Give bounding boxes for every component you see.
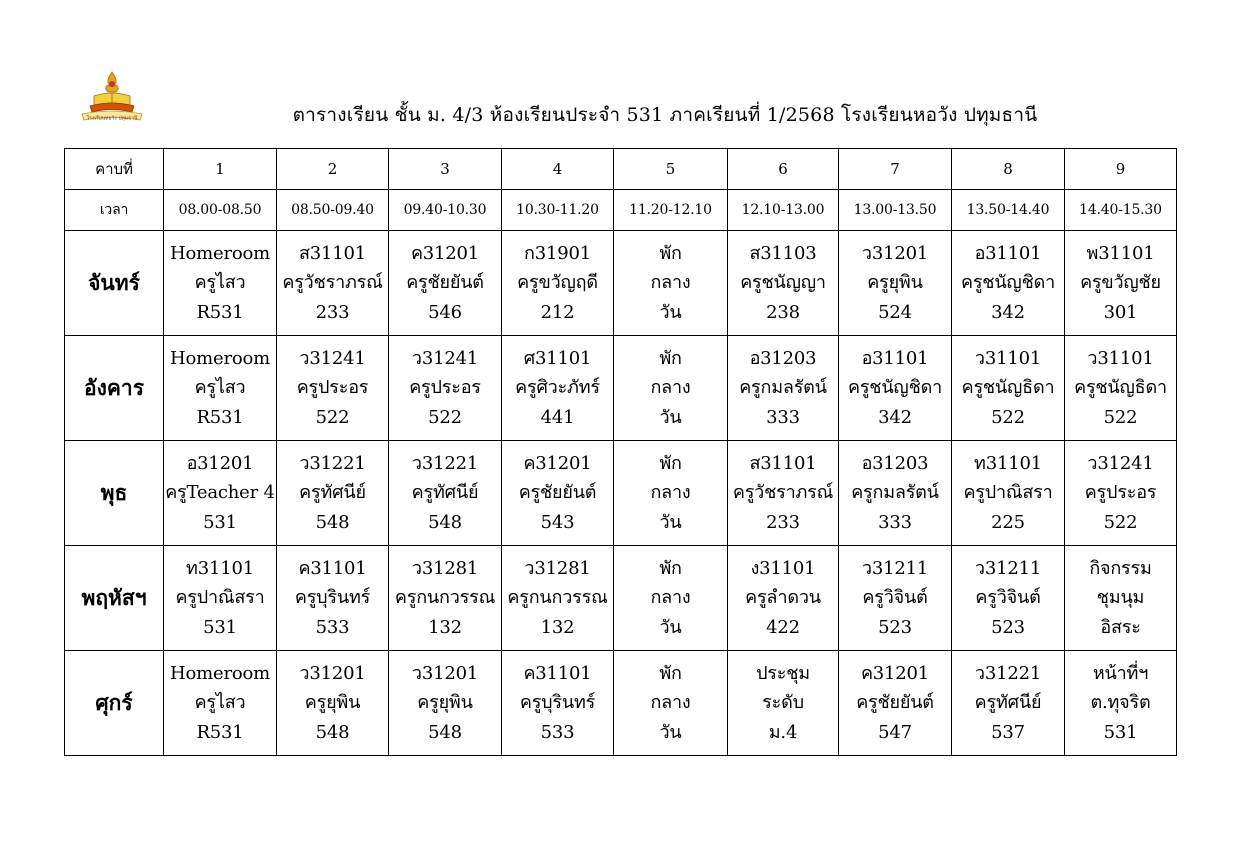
room-number: วัน [659,616,682,638]
teacher-name: กลาง [650,272,691,294]
teacher-name: ครูทัศนีย์ [411,482,479,504]
period-number: 5 [614,149,728,190]
teacher-name: ครูกนกวรรณ [394,587,496,609]
class-cell [277,546,389,651]
subject-code: พัก [659,557,682,579]
subject-code: Homeroom [169,347,270,369]
room-number: 522 [315,406,350,428]
teacher-name: กลาง [650,377,691,399]
room-number: 441 [540,406,575,428]
subject-code: ว31241 [299,347,366,369]
subject-code: ค31101 [298,557,367,579]
room-number: 522 [428,406,462,428]
class-cell [502,231,614,336]
teacher-name: ครูTeacher 4 [165,482,275,504]
room-number: 524 [878,301,912,323]
teacher-name: ครูชัยยันต์ [406,272,484,294]
teacher-name: ครูชนัญญา [740,272,826,294]
day-row [65,546,1177,651]
subject-code: อ31203 [749,347,817,369]
period-header-row [65,149,1177,190]
teacher-name: ครูประอร [296,377,369,399]
room-number: 548 [428,721,462,743]
time-label: เวลา [65,190,164,231]
room-number: 533 [315,616,350,638]
room-number: 547 [878,721,912,743]
teacher-name: ครูชนัญธิดา [961,377,1055,399]
class-cell [502,546,614,651]
subject-code: หน้าที่ฯ [1092,662,1149,684]
class-cell [164,546,277,651]
class-cell [389,546,502,651]
room-number: 531 [203,511,237,533]
subject-code: ว31201 [411,662,479,684]
class-cell [389,651,502,756]
subject-code: ก31901 [524,242,591,264]
class-cell [1065,231,1177,336]
teacher-name: ระดับ [762,692,804,714]
teacher-name: ครูชัยยันต์ [518,482,597,504]
subject-code: ว31201 [299,662,366,684]
class-cell [1065,336,1177,441]
room-number: 422 [766,616,800,638]
room-number: 212 [540,301,575,323]
room-number: 342 [991,301,1025,323]
class-cell [164,336,277,441]
room-number: 132 [540,616,575,638]
class-cell [614,546,728,651]
subject-code: ประชุม [756,662,810,684]
period-number: 2 [277,149,389,190]
period-number: 7 [839,149,952,190]
subject-code: ว31201 [861,242,929,264]
teacher-name: กลาง [650,482,691,504]
room-number: 522 [1103,511,1138,533]
teacher-name: ครูทัศนีย์ [299,482,366,504]
room-number: วัน [659,406,682,428]
subject-code: ว31241 [411,347,479,369]
subject-code: พัก [659,452,682,474]
subject-code: ว31221 [299,452,366,474]
period-time: 09.40-10.30 [389,190,502,231]
timetable [64,148,1177,756]
class-cell [502,651,614,756]
period-time: 10.30-11.20 [502,190,614,231]
class-cell [728,441,839,546]
room-number: 333 [766,406,800,428]
subject-code: อ31101 [861,347,929,369]
day-name: อังคาร [65,336,164,441]
subject-code: ค31201 [410,242,480,264]
teacher-name: ครูวัชราภรณ์ [282,272,383,294]
subject-code: ค31201 [523,452,592,474]
teacher-name: ครูขวัญชัย [1080,272,1161,294]
room-number: 233 [766,511,800,533]
room-number: 548 [315,721,350,743]
room-number: 132 [428,616,462,638]
class-cell [277,231,389,336]
day-row [65,441,1177,546]
class-cell [952,441,1065,546]
room-number: 522 [991,406,1025,428]
teacher-name: ครูวัชราภรณ์ [732,482,834,504]
subject-code: พัก [659,662,682,684]
teacher-name: ต.ทุจริต [1090,692,1151,714]
room-number: วัน [659,511,682,533]
day-name: ศุกร์ [65,651,164,756]
class-cell [389,441,502,546]
class-cell [614,336,728,441]
teacher-name: ครูไสว [194,377,246,399]
room-number: อิสระ [1100,616,1141,638]
room-number: 531 [1103,721,1138,743]
class-cell [839,231,952,336]
class-cell [502,441,614,546]
teacher-name: ครูชนัญชิดา [961,272,1055,294]
teacher-name: ครูชัยยันต์ [856,692,934,714]
subject-code: ศ31101 [523,347,592,369]
class-cell [728,231,839,336]
subject-code: ส31103 [749,242,817,264]
class-cell [389,336,502,441]
teacher-name: ครูวิจินต์ [975,587,1041,609]
period-time: 08.50-09.40 [277,190,389,231]
period-number: 1 [164,149,277,190]
room-number: 342 [878,406,912,428]
class-cell [1065,546,1177,651]
teacher-name: ครูปาณิสรา [963,482,1053,504]
teacher-name: ครูกนกวรรณ [507,587,608,609]
period-time: 13.50-14.40 [952,190,1065,231]
teacher-name: ครูศิวะภัทร์ [515,377,600,399]
room-number: 523 [878,616,912,638]
class-cell [1065,441,1177,546]
room-number: 548 [315,511,350,533]
day-row [65,651,1177,756]
teacher-name: ครูทัศนีย์ [974,692,1042,714]
period-number: 3 [389,149,502,190]
room-number: วัน [659,721,682,743]
subject-code: ท31101 [974,452,1042,474]
page-title: ตารางเรียน ชั้น ม. 4/3 ห้องเรียนประจำ 531 ภาคเรียนที่ 1/2568 โรงเรียนหอวัง ปทุมธานี [292,104,1038,126]
teacher-name: ครูกมลรัตน์ [851,482,939,504]
room-number: 522 [1103,406,1138,428]
subject-code: ส31101 [298,242,367,264]
teacher-name: กลาง [650,692,691,714]
class-cell [164,231,277,336]
school-logo [80,70,144,128]
day-row [65,336,1177,441]
day-name: พฤหัสฯ [65,546,164,651]
subject-code: ว31211 [974,557,1042,579]
subject-code: ว31221 [974,662,1042,684]
room-number: 546 [428,301,462,323]
teacher-name: ครูยุพิน [867,272,923,294]
class-cell [839,546,952,651]
day-name: จันทร์ [65,231,164,336]
class-cell [1065,651,1177,756]
subject-code: อ31201 [186,452,254,474]
room-number: 531 [203,616,237,638]
class-cell [614,231,728,336]
subject-code: พ31101 [1086,242,1155,264]
period-time: 14.40-15.30 [1065,190,1177,231]
subject-code: ว31281 [524,557,591,579]
class-cell [164,441,277,546]
period-time: 08.00-08.50 [164,190,277,231]
teacher-name: ครูกมลรัตน์ [739,377,827,399]
class-cell [164,651,277,756]
class-cell [728,336,839,441]
subject-code: Homeroom [169,662,270,684]
logo-caption: โรงเรียนหอวัง ปทุมธานี [86,115,138,122]
class-cell [614,651,728,756]
room-number: 238 [766,301,800,323]
day-rows [65,231,1177,756]
period-time: 12.10-13.00 [728,190,839,231]
room-number: 537 [991,721,1025,743]
class-cell [277,651,389,756]
period-number: 6 [728,149,839,190]
teacher-name: ครูประอร [1084,482,1157,504]
class-cell [277,441,389,546]
teacher-name: ครูวิจินต์ [862,587,928,609]
class-cell [728,651,839,756]
subject-code: ว31101 [1087,347,1154,369]
class-cell [389,231,502,336]
class-cell [952,651,1065,756]
subject-code: Homeroom [169,242,270,264]
period-number: 9 [1065,149,1177,190]
day-row [65,231,1177,336]
subject-code: อ31101 [974,242,1042,264]
teacher-name: ครูยุพิน [304,692,361,714]
subject-code: ส31101 [749,452,817,474]
time-header-row [65,190,1177,231]
class-cell [839,336,952,441]
room-number: 523 [991,616,1025,638]
teacher-name: กลาง [650,587,691,609]
teacher-name: ครูชนัญชิดา [848,377,942,399]
period-number: 8 [952,149,1065,190]
class-cell [614,441,728,546]
room-number: ม.4 [768,721,798,743]
teacher-name: ครูขวัญฤดี [517,272,598,294]
teacher-name: ครูไสว [194,272,246,294]
room-number: 543 [540,511,575,533]
teacher-name: ครูลำดวน [745,587,821,609]
teacher-name: ครูไสว [194,692,246,714]
class-cell [502,336,614,441]
class-cell [277,336,389,441]
room-number: R531 [196,721,244,743]
room-number: 301 [1103,301,1138,323]
subject-code: ว31281 [411,557,479,579]
period-label: คาบที่ [65,149,164,190]
room-number: R531 [196,406,244,428]
room-number: วัน [659,301,682,323]
room-number: 333 [878,511,912,533]
class-cell [952,336,1065,441]
subject-code: ว31241 [1087,452,1154,474]
subject-code: ง31101 [750,557,816,579]
teacher-name: ครูประอร [409,377,481,399]
class-cell [839,441,952,546]
teacher-name: ชุมนุม [1096,587,1145,609]
teacher-name: ครูยุพิน [417,692,473,714]
subject-code: ท31101 [186,557,254,579]
room-number: 548 [428,511,462,533]
period-number: 4 [502,149,614,190]
room-number: R531 [196,301,244,323]
room-number: 225 [991,511,1025,533]
subject-code: ค31201 [860,662,930,684]
teacher-name: ครูบุรินทร์ [294,587,371,609]
class-cell [952,546,1065,651]
teacher-name: ครูบุรินทร์ [519,692,596,714]
teacher-name: ครูปาณิสรา [175,587,265,609]
period-time: 13.00-13.50 [839,190,952,231]
subject-code: ว31101 [974,347,1042,369]
room-number: 533 [540,721,575,743]
subject-code: ค31101 [523,662,592,684]
class-cell [728,546,839,651]
subject-code: พัก [659,242,682,264]
subject-code: ว31221 [411,452,479,474]
class-cell [952,231,1065,336]
subject-code: ว31211 [861,557,929,579]
subject-code: กิจกรรม [1089,557,1152,579]
class-cell [839,651,952,756]
subject-code: พัก [659,347,682,369]
teacher-name: ครูชนัญธิดา [1074,377,1167,399]
room-number: 233 [315,301,350,323]
period-time: 11.20-12.10 [614,190,728,231]
day-name: พุธ [65,441,164,546]
subject-code: อ31203 [861,452,929,474]
